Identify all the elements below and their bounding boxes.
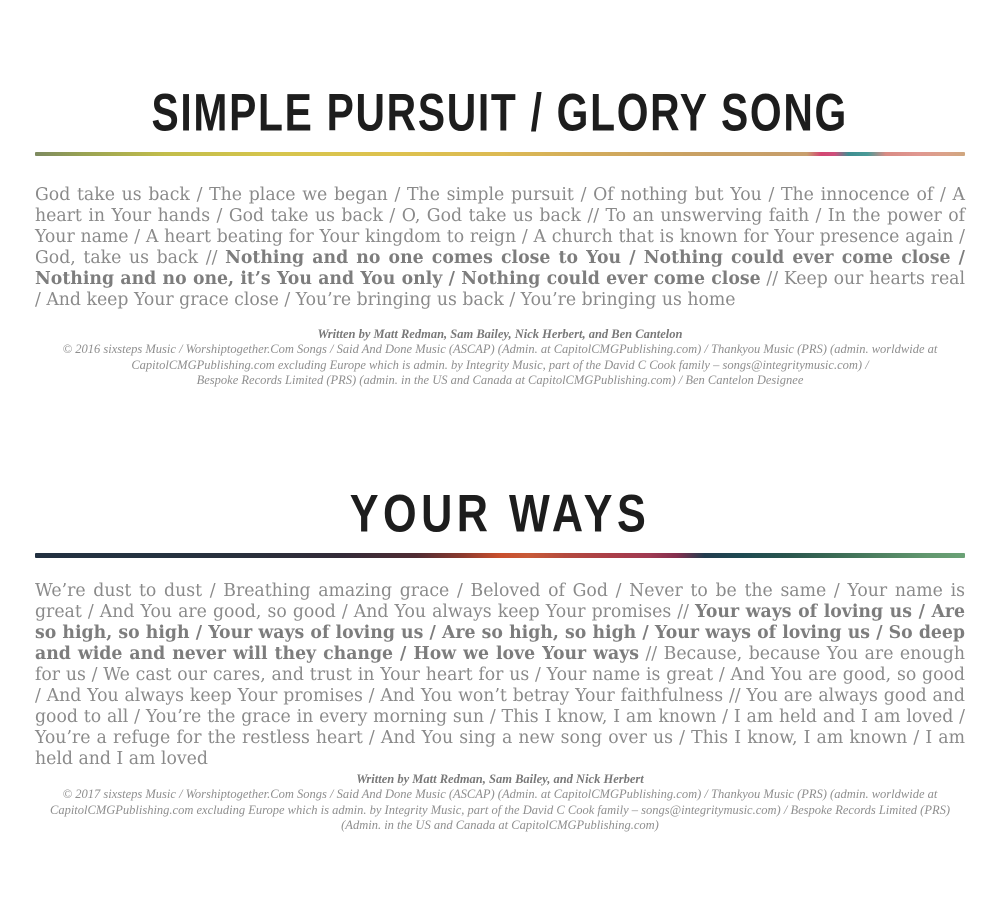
song1-title-row [0, 86, 1000, 141]
song2-written-by: Written by Matt Redman, Sam Bailey, and Nick Herbert [356, 772, 644, 786]
song2-credits [35, 772, 965, 833]
song1-title: SIMPLE PURSUIT / GLORY SONG [151, 84, 849, 143]
song1-lyrics: God take us back / The place we began / The simple pursuit / Of nothing but You / The innocence of / A heart in Your hands / God take us back / O, God take us back // To an unswerving faith / In the power of Your name / A heart beating for Your kingdom to reign / A church that is known for Your presence again / God, take us back // Nothing and no one comes close to You / Nothing could ever come close / Nothing and no one, it’s You and You only / Nothing could ever come close // Keep our hearts real / And keep Your grace close / You’re bringing us back / You’re bringing us home [35, 185, 965, 310]
song2-title-row [0, 487, 1000, 542]
song2-title: YOUR WAYS [349, 485, 651, 544]
song2-lyrics: We’re dust to dust / Breathing amazing grace / Beloved of God / Never to be the same / Your name is great / And You are good, so good / And You always keep Your promises // Your ways of loving us / Are so high, so high / Your ways of loving us / Are so high, so high / Your ways of loving us / So deep and wide and never will they change / How we love Your ways // Because, because You are enough for us / We cast our cares, and trust in Your heart for us / Your name is great / And You are good, so good / And You always keep Your promises / And You won’t betray Your faithfulness // You are always good and good to all / You’re the grace in every morning sun / This I know, I am known / I am held and I am loved / You’re a refuge for the restless heart / And You sing a new song over us / This I know, I am known / I am held and I am loved [35, 581, 966, 769]
song1-copyright: © 2016 sixsteps Music / Worshiptogether.Com Songs / Said And Done Music (ASCAP) (Admin. at CapitolCMGPublishing.com) / Thankyou Music (PRS) (admin. worldwide at CapitolCMGPublishing.com excluding Europe which is admin. by Integrity Music, part of the David C Cook family – songs@integritymusic.com) / Bespoke Records Limited (PRS) (admin. in the US and Canada at CapitolCMGPublishing.com) / Ben Cantelon Designee [62, 342, 938, 387]
song1-credits [35, 327, 965, 388]
song1-watercolor-divider [35, 152, 965, 156]
song2-watercolor-divider [35, 553, 965, 558]
song1-written-by: Written by Matt Redman, Sam Bailey, Nick Herbert, and Ben Cantelon [317, 327, 683, 341]
song2-copyright: © 2017 sixsteps Music / Worshiptogether.Com Songs / Said And Done Music (ASCAP) (Admin. at CapitolCMGPublishing.com) / Thankyou Music (PRS) (admin. worldwide at CapitolCMGPublishing.com excluding Europe which is admin. by Integrity Music, part of the David C Cook family – songs@integritymusic.com) / Bespoke Records Limited (PRS) (Admin. in the US and Canada at CapitolCMGPublishing.com) [49, 787, 951, 832]
